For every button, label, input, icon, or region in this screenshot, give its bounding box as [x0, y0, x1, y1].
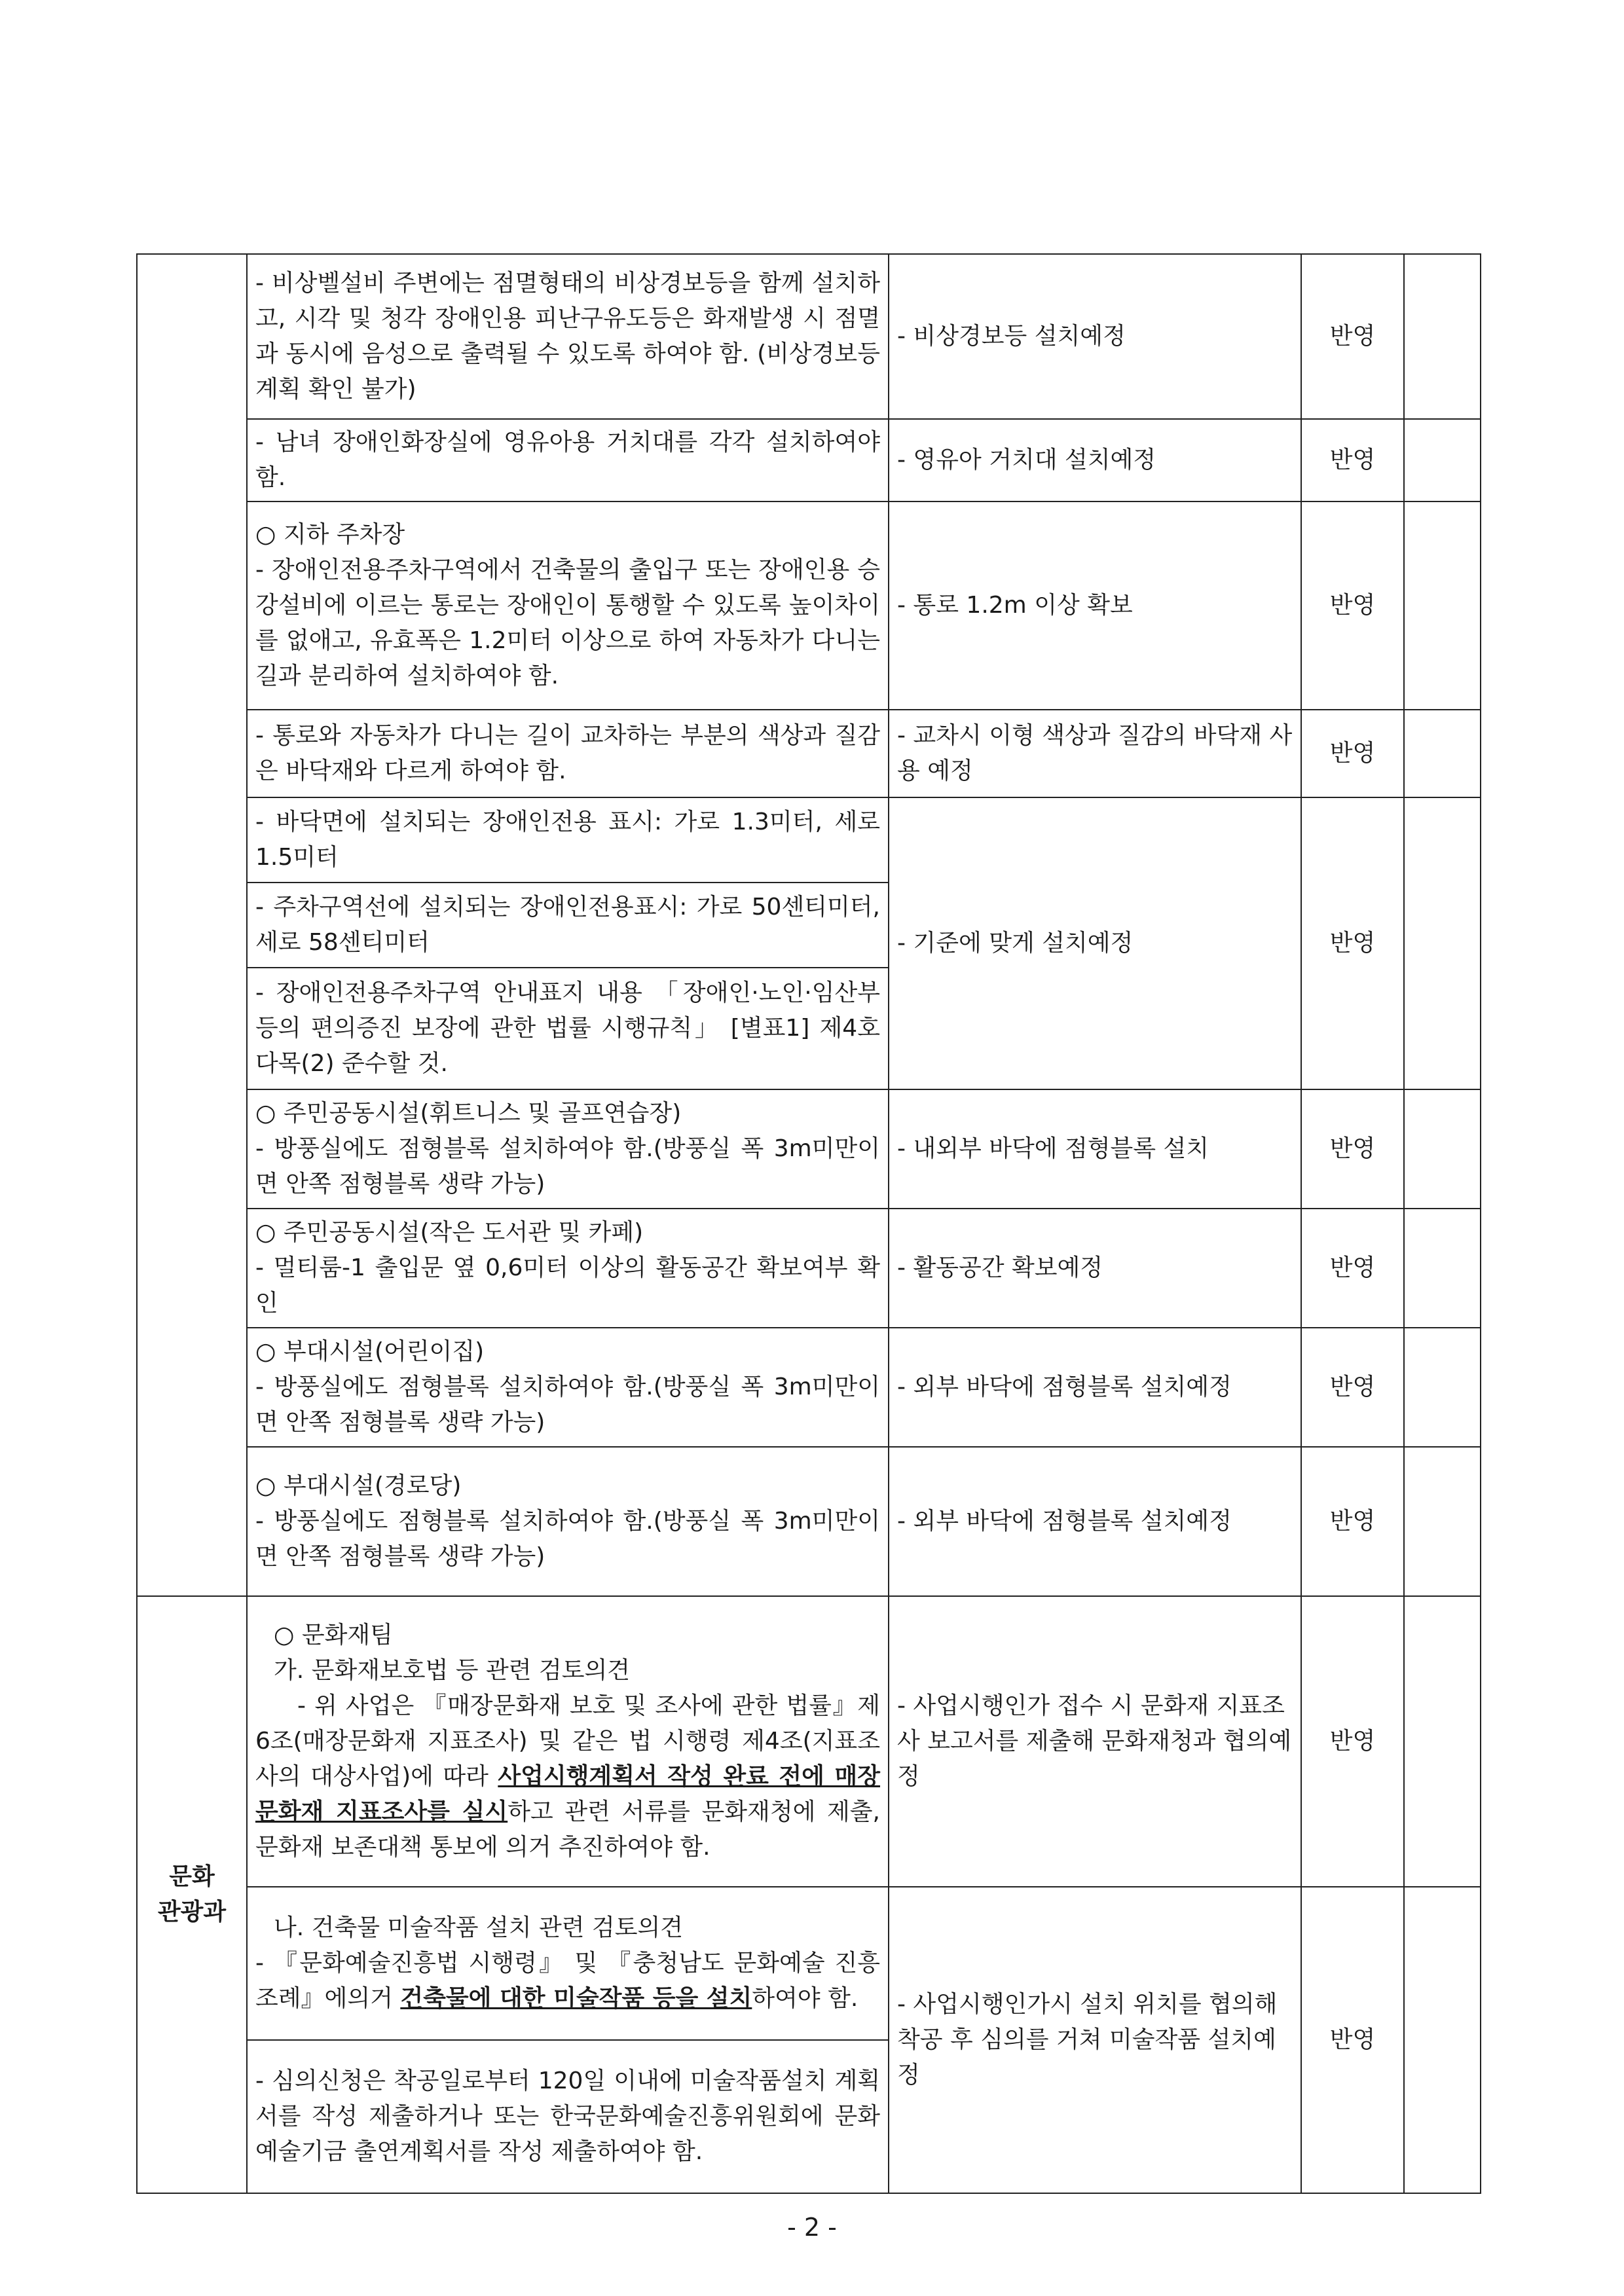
note-cell [1404, 1328, 1481, 1447]
opinion-cell: - 주차구역선에 설치되는 장애인전용표시: 가로 50센티미터, 세로 58센티미터 [247, 883, 889, 968]
section-heading: ○ 주민공동시설(휘트니스 및 골프연습장) [255, 1100, 682, 1127]
result-cell: 반영 [1301, 1209, 1404, 1328]
result-cell: 반영 [1301, 254, 1404, 419]
opinion-cell: - 비상벨설비 주변에는 점멸형태의 비상경보등을 함께 설치하고, 시각 및 청각 장애인용 피난구유도등은 화재발생 시 점멸과 동시에 음성으로 출력될 수 있도록 하여야 함. (비상경보등계획 확인 불가) [247, 254, 889, 419]
table-row [137, 501, 1481, 710]
opinion-cell: ○ 부대시설(어린이집) - 방풍실에도 점형블록 설치하여야 함.(방풍실 폭 3m미만이면 안쪽 점형블록 생략 가능) [247, 1328, 889, 1447]
sub-heading-b: 나. 건축물 미술작품 설치 관련 검토의견 [274, 1914, 684, 1941]
result-cell: 반영 [1301, 710, 1404, 797]
opinion-cell: 나. 건축물 미술작품 설치 관련 검토의견 - 『문화예술진흥법 시행령』 및 『충청남도 문화예술 진흥조례』에의거 건축물에 대한 미술작품 등을 설치하여야 함. [247, 1887, 889, 2040]
table-row [137, 1596, 1481, 1887]
review-table [136, 253, 1481, 2194]
opinion-cell: ○ 부대시설(경로당) - 방풍실에도 점형블록 설치하여야 함.(방풍실 폭 3m미만이면 안쪽 점형블록 생략 가능) [247, 1447, 889, 1596]
result-cell: 반영 [1301, 1596, 1404, 1887]
note-cell [1404, 419, 1481, 501]
section-heading: ○ 부대시설(어린이집) [255, 1338, 485, 1365]
dept-cell-culture: 문화 관광과 [137, 1596, 247, 2193]
note-cell [1404, 501, 1481, 710]
table-row [137, 1447, 1481, 1596]
underlined-requirement: 사업시행계획서 작성 완료 전에 매장문화재 지표조사를 실시 [255, 1763, 881, 1825]
opinion-cell: - 장애인전용주차구역 안내표지 내용 「장애인·노인·임산부 등의 편의증진 보장에 관한 법률 시행규칙」 [별표1] 제4호다목(2) 준수할 것. [247, 968, 889, 1089]
dept-cell-blank [137, 254, 247, 1596]
note-cell [1404, 1447, 1481, 1596]
page-number: - 2 - [787, 2213, 837, 2242]
team-heading: ○ 문화재팀 [274, 1622, 393, 1649]
opinion-cell: ○ 지하 주차장 - 장애인전용주차구역에서 건축물의 출입구 또는 장애인용 승강설비에 이르는 통로는 장애인이 통행할 수 있도록 높이차이를 없애고, 유효폭은 1.2미터 이상으로 하여 자동차가 다니는 길과 분리하여 설치하여야 함. [247, 501, 889, 710]
result-cell: 반영 [1301, 501, 1404, 710]
action-cell: - 통로 1.2m 이상 확보 [889, 501, 1301, 710]
action-cell: - 외부 바닥에 점형블록 설치예정 [889, 1447, 1301, 1596]
table-row [137, 1328, 1481, 1447]
action-cell: - 비상경보등 설치예정 [889, 254, 1301, 419]
action-cell: - 활동공간 확보예정 [889, 1209, 1301, 1328]
result-cell: 반영 [1301, 1887, 1404, 2193]
opinion-cell: ○ 문화재팀 가. 문화재보호법 등 관련 검토의견 - 위 사업은 『매장문화재 보호 및 조사에 관한 법률』제6조(매장문화재 지표조사) 및 같은 법 시행령 제4조(지표조사의 대상사업)에 따라 사업시행계획서 작성 완료 전에 매장문화재 지표조사를 실시하고 관련 서류를 문화재청에 제출, 문화재 보존대책 통보에 의거 추진하여야 함. [247, 1596, 889, 1887]
table-row [137, 710, 1481, 797]
opinion-cell: - 심의신청은 착공일로부터 120일 이내에 미술작품설치 계획서를 작성 제출하거나 또는 한국문화예술진흥위원회에 문화예술기금 출연계획서를 작성 제출하여야 함. [247, 2040, 889, 2193]
table-row [137, 1089, 1481, 1209]
note-cell [1404, 710, 1481, 797]
section-heading: ○ 부대시설(경로당) [255, 1472, 462, 1499]
table-row [137, 797, 1481, 883]
table-row [137, 419, 1481, 501]
note-cell [1404, 1089, 1481, 1209]
note-cell [1404, 797, 1481, 1089]
action-cell: - 사업시행인가시 설치 위치를 협의해 착공 후 심의를 거쳐 미술작품 설치예정 [889, 1887, 1301, 2193]
opinion-cell: - 통로와 자동차가 다니는 길이 교차하는 부분의 색상과 질감은 바닥재와 다르게 하여야 함. [247, 710, 889, 797]
action-cell: - 외부 바닥에 점형블록 설치예정 [889, 1328, 1301, 1447]
action-cell: - 교차시 이형 색상과 질감의 바닥재 사용 예정 [889, 710, 1301, 797]
action-cell: - 내외부 바닥에 점형블록 설치 [889, 1089, 1301, 1209]
note-cell [1404, 1887, 1481, 2193]
action-cell: - 사업시행인가 접수 시 문화재 지표조사 보고서를 제출해 문화재청과 협의예정 [889, 1596, 1301, 1887]
section-heading: ○ 주민공동시설(작은 도서관 및 카페) [255, 1219, 644, 1246]
result-cell: 반영 [1301, 419, 1404, 501]
table-row [137, 1209, 1481, 1328]
table-row [137, 1887, 1481, 2040]
opinion-cell: - 바닥면에 설치되는 장애인전용 표시: 가로 1.3미터, 세로 1.5미터 [247, 797, 889, 883]
result-cell: 반영 [1301, 1328, 1404, 1447]
note-cell [1404, 1596, 1481, 1887]
note-cell [1404, 254, 1481, 419]
opinion-cell: ○ 주민공동시설(작은 도서관 및 카페) - 멀티룸-1 출입문 옆 0,6미터 이상의 활동공간 확보여부 확인 [247, 1209, 889, 1328]
note-cell [1404, 1209, 1481, 1328]
table-row [137, 254, 1481, 419]
section-heading: ○ 지하 주차장 [255, 521, 405, 548]
sub-heading-a: 가. 문화재보호법 등 관련 검토의견 [274, 1657, 631, 1684]
result-cell: 반영 [1301, 797, 1404, 1089]
action-cell: - 영유아 거치대 설치예정 [889, 419, 1301, 501]
action-cell: - 기준에 맞게 설치예정 [889, 797, 1301, 1089]
opinion-cell: - 남녀 장애인화장실에 영유아용 거치대를 각각 설치하여야 함. [247, 419, 889, 501]
underlined-requirement: 건축물에 대한 미술작품 등을 설치 [400, 1985, 752, 2012]
result-cell: 반영 [1301, 1089, 1404, 1209]
opinion-cell: ○ 주민공동시설(휘트니스 및 골프연습장) - 방풍실에도 점형블록 설치하여야 함.(방풍실 폭 3m미만이면 안쪽 점형블록 생략 가능) [247, 1089, 889, 1209]
result-cell: 반영 [1301, 1447, 1404, 1596]
